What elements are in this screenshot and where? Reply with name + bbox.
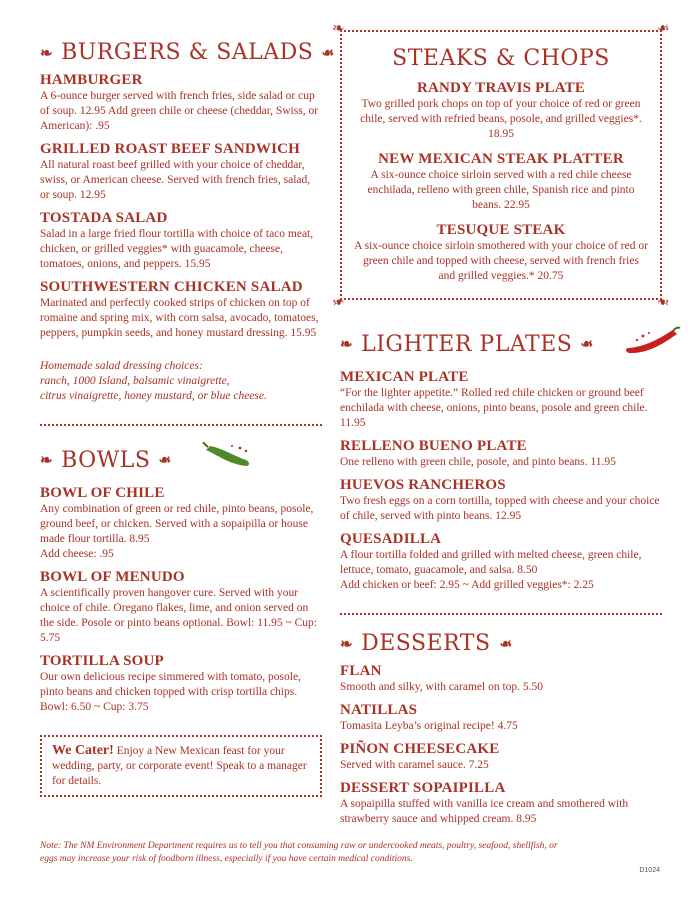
- flourish-ornament-icon: ❧: [580, 335, 594, 353]
- item-description: All natural roast beef grilled with your choice of cheddar, swiss, or American cheese. Served with french fries, salad, or soup. 12.95: [40, 159, 311, 201]
- dotted-divider: [340, 613, 662, 615]
- item-description: Smooth and silky, with caramel on top. 5.50: [340, 681, 544, 693]
- menu-item: [40, 278, 322, 341]
- catering-box: [40, 735, 322, 797]
- item-description: “For the lighter appetite.” Rolled red chile chicken or ground beef enchilada with cheese, onions, pinto beans, posole and green chile. 11.95: [340, 387, 648, 429]
- item-description: Marinated and perfectly cooked strips of chicken on top of romaine and spring mix, with corn salsa, avocado, tomatoes, peppers, pumpkin seeds, and honey mustard dressing. 15.95: [40, 297, 319, 339]
- corner-flourish-icon: ❧: [332, 293, 345, 309]
- item-description: A scientifically proven hangover cure. Served with your choice of chile. Oregano flakes, lime, and onion served on the side. Posole or pinto beans optional. Bowl: 11.95 ~ Cup: 5.75: [40, 587, 317, 644]
- item-name: GRILLED ROAST BEEF SANDWICH: [40, 141, 301, 157]
- desserts-section-title: [340, 631, 662, 656]
- menu-code: D1024: [639, 867, 660, 874]
- flourish-ornament-icon: ❧: [340, 634, 354, 653]
- dotted-divider: [40, 424, 322, 426]
- lighter-title-text: LIGHTER PLATES: [361, 331, 573, 357]
- dressing-note-line: citrus vinaigrette, honey mustard, or blue cheese.: [40, 390, 267, 402]
- menu-item: [340, 740, 662, 773]
- catering-lead: We Cater!: [52, 743, 114, 758]
- catering-text: [52, 743, 310, 789]
- menu-item: [40, 484, 322, 562]
- flourish-ornament-icon: ❧: [498, 634, 512, 653]
- item-name: SOUTHWESTERN CHICKEN SALAD: [40, 279, 303, 295]
- item-description: A sopaipilla stuffed with vanilla ice cream and smothered with strawberry sauce and whipped cream. 8.95: [340, 798, 629, 825]
- lighter-section-title: [340, 326, 662, 362]
- item-description: Two fresh eggs on a corn tortilla, topped with cheese and your choice of chile, served with pinto beans. 12.95: [340, 495, 660, 522]
- item-name: BOWL OF MENUDO: [40, 569, 185, 585]
- menu-item: [354, 150, 648, 213]
- item-description: Two grilled pork chops on top of your choice of red or green chile, served with refried beans, posole, and grilled veggies*. 18.95: [360, 98, 642, 140]
- item-name: TOSTADA SALAD: [40, 210, 168, 226]
- item-description: One relleno with green chile, posole, and pinto beans. 11.95: [340, 456, 616, 468]
- item-description: A six-ounce choice sirloin smothered with your choice of red or green chile and topped with cheese, served with french fries and grilled veggies.* 20.75: [354, 240, 648, 282]
- item-name: PIÑON CHEESECAKE: [340, 741, 500, 757]
- dressing-note-line: ranch, 1000 Island, balsamic vinaigrette,: [40, 375, 230, 387]
- item-description: A six-ounce choice sirloin served with a red chile cheese enchilada, relleno with green chile, Spanish rice and pinto beans. 22.95: [367, 169, 635, 211]
- left-column: [40, 40, 335, 797]
- flourish-ornament-icon: ❧: [40, 451, 54, 469]
- flourish-ornament-icon: ❧: [40, 43, 54, 62]
- item-name: TESUQUE STEAK: [436, 222, 566, 238]
- item-name: NATILLAS: [340, 702, 418, 718]
- burgers-section-title: [40, 40, 335, 65]
- burgers-title-text: BURGERS & SALADS: [61, 40, 314, 65]
- catering-body: Enjoy a New Mexican feast for your wedding, party, or corporate event! Speak to a manager for details.: [52, 745, 307, 787]
- item-description: Our own delicious recipe simmered with tomato, posole, pinto beans and chicken topped with crisp tortilla chips. Bowl: 6.50 ~ Cup: 3.75: [40, 671, 301, 713]
- menu-item: [340, 437, 662, 470]
- menu-item: [340, 530, 662, 593]
- item-name: TORTILLA SOUP: [40, 653, 164, 669]
- item-name: MEXICAN PLATE: [340, 369, 469, 385]
- menu-item: [354, 221, 648, 284]
- item-addon: Add cheese: .95: [40, 548, 114, 560]
- item-name: NEW MEXICAN STEAK PLATTER: [378, 151, 624, 167]
- health-disclaimer: Note: The NM Environment Department requires us to tell you that consuming raw or undercooked meats, poultry, seafood, shellfish, or eggs may increase your risk of foodborn illness, especially if you have certain medical conditions.: [40, 841, 558, 864]
- item-name: HAMBURGER: [40, 72, 143, 88]
- steaks-section-title: [354, 46, 648, 71]
- bowls-section-title: [40, 442, 322, 478]
- steaks-box: [332, 21, 670, 309]
- item-description: Any combination of green or red chile, pinto beans, posole, ground beef, or chicken. Served with a sopaipilla or house made flour tortilla. 8.95: [40, 503, 314, 545]
- menu-item: [40, 71, 322, 134]
- flourish-ornament-icon: ❧: [340, 335, 354, 353]
- item-name: HUEVOS RANCHEROS: [340, 477, 506, 493]
- green-chile-icon: [202, 442, 254, 478]
- menu-item: [340, 368, 662, 431]
- item-description: Tomasita Leyba’s original recipe! 4.75: [340, 720, 518, 732]
- menu-item: [354, 79, 648, 142]
- item-name: RELLENO BUENO PLATE: [340, 438, 527, 454]
- desserts-title-text: DESSERTS: [361, 631, 491, 656]
- dressing-note-line: Homemade salad dressing choices:: [40, 360, 203, 372]
- steaks-title-text: STEAKS & CHOPS: [392, 46, 610, 71]
- corner-flourish-icon: ❧: [332, 21, 345, 37]
- flourish-ornament-icon: ❧: [321, 43, 335, 62]
- item-description: A 6-ounce burger served with french fries, side salad or cup of soup. 12.95 Add green chile or cheese (cheddar, Swiss, or American): .95: [40, 90, 319, 132]
- menu-item: [40, 140, 322, 203]
- item-description: A flour tortilla folded and grilled with melted cheese, green chile, lettuce, tomato, guacamole, and salsa. 8.50: [340, 549, 642, 576]
- item-description: Salad in a large fried flour tortilla with choice of taco meat, chicken, or grilled veggies* with guacamole, cheese, tomatoes, onions, and peppers. 15.95: [40, 228, 314, 270]
- item-name: DESSERT SOPAIPILLA: [340, 780, 506, 796]
- menu-item: [340, 779, 662, 827]
- item-description: Served with caramel sauce. 7.25: [340, 759, 489, 771]
- dressing-note: [40, 359, 322, 404]
- item-name: FLAN: [340, 663, 382, 679]
- menu-item: [40, 209, 322, 272]
- menu-item: [340, 701, 662, 734]
- menu-item: [40, 568, 322, 646]
- item-name: QUESADILLA: [340, 531, 442, 547]
- item-name: RANDY TRAVIS PLATE: [416, 80, 586, 96]
- item-addon: Add chicken or beef: 2.95 ~ Add grilled veggies*: 2.25: [340, 579, 594, 591]
- menu-item: [340, 662, 662, 695]
- right-column: [332, 21, 670, 827]
- menu-item: [40, 652, 322, 715]
- flourish-ornament-icon: ❧: [158, 451, 172, 469]
- corner-flourish-icon: ❧: [657, 21, 670, 37]
- red-chile-icon: [623, 326, 681, 362]
- corner-flourish-icon: ❧: [657, 293, 670, 309]
- item-name: BOWL OF CHILE: [40, 485, 165, 501]
- bowls-title-text: BOWLS: [61, 447, 151, 473]
- menu-item: [340, 476, 662, 524]
